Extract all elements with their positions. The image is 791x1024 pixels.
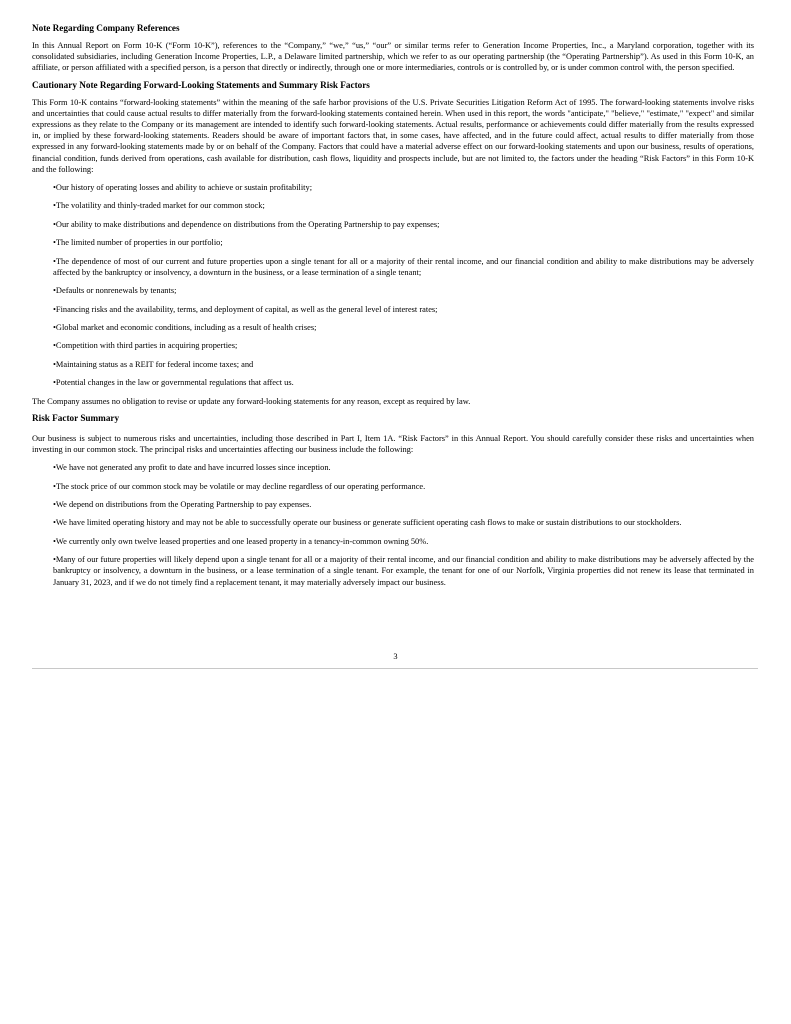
- list-item: •The limited number of properties in our portfolio;: [53, 238, 223, 248]
- document-page: [32, 22, 754, 595]
- list-item: •Competition with third parties in acquiring properties;: [53, 341, 238, 351]
- section-heading-forward-looking: Cautionary Note Regarding Forward-Looking Statements and Summary Risk Factors: [32, 79, 370, 90]
- list-item: •Maintaining status as a REIT for federal income taxes; and: [53, 359, 254, 369]
- list-item: •Global market and economic conditions, including as a result of health crises;: [53, 322, 317, 332]
- risk-summary-list: [32, 462, 754, 588]
- list-item: •Many of our future properties will likely depend upon a single tenant for all or a majority of their rental income, and our financial condition and ability to make distributions may be adversely affected by the bankruptcy or insolvency, a downturn in the business, or a lease termination of a single tenant. For example, the tenant for one of our Norfolk, Virginia properties did not renew its lease that terminated in January 31, 2023, and if we do not timely find a replacement tenant, it may materially adversely impact our business.: [53, 555, 754, 587]
- list-item: •The stock price of our common stock may be volatile or may decline regardless of our operating performance.: [53, 481, 426, 491]
- list-item: •The volatility and thinly-traded market for our common stock;: [53, 201, 265, 211]
- list-item: •Defaults or nonrenewals by tenants;: [53, 286, 177, 296]
- list-item: •Potential changes in the law or governmental regulations that affect us.: [53, 378, 294, 388]
- forward-looking-closing: The Company assumes no obligation to revise or update any forward-looking statements for any reason, except as required by law.: [32, 396, 471, 406]
- list-item: •Our history of operating losses and ability to achieve or sustain profitability;: [53, 183, 313, 193]
- list-item: •We depend on distributions from the Operating Partnership to pay expenses.: [53, 499, 312, 509]
- list-item: •Our ability to make distributions and dependence on distributions from the Operating Partnership to pay expenses;: [53, 219, 440, 229]
- forward-looking-paragraph: This Form 10-K contains “forward-looking statements” within the meaning of the safe harbor provisions of the U.S. Private Securities Litigation Reform Act of 1995. The forward-looking statements involve risks and uncertainties that could cause actual results to differ materially from the forward-looking statements contained herein. When used in this report, the words "anticipate," "believe," "estimate," "expect" and similar expressions as they relate to the Company or its management are intended to identify such forward-looking statements. Actual results, performance or achievements could differ materially from the results expressed in, or implied by these forward-looking statements. Readers should be aware of important factors that, in some cases, have affected, and in the future could affect, actual results to differ materially from those expressed in any forward-looking statements made by or on behalf of the Company. Factors that could have a material adverse effect on our forward-looking statements and upon our business, results of operations, financial condition, funds derived from operations, cash available for distribution, cash flows, liquidity and prospects include, but are not limited to, the factors under the heading “Risk Factors” in this Form 10-K and the following:: [32, 97, 754, 174]
- list-item: •We currently only own twelve leased properties and one leased property in a tenancy-in-common owning 50%.: [53, 536, 429, 546]
- risk-summary-paragraph: Our business is subject to numerous risks and uncertainties, including those described in Part I, Item 1A. “Risk Factors” in this Annual Report. You should carefully consider these risks and uncertainties when investing in our common stock. The principal risks and uncertainties affecting our business include the following:: [32, 433, 754, 454]
- list-item: •The dependence of most of our current and future properties upon a single tenant for all or a majority of their rental income, and our financial condition and ability to make distributions may be adversely affected by the bankruptcy or insolvency, a downturn in the business, or a lease termination of a single tenant;: [53, 256, 754, 277]
- list-item: •We have not generated any profit to date and have incurred losses since inception.: [53, 463, 331, 473]
- page-number: 3: [393, 652, 398, 661]
- list-item: •We have limited operating history and may not be able to successfully operate our business or generate sufficient operating cash flows to make or sustain distributions to our stockholders.: [53, 518, 682, 528]
- forward-looking-factor-list: [32, 182, 754, 388]
- section-heading-company-references: Note Regarding Company References: [32, 23, 180, 33]
- section-heading-risk-factor-summary: Risk Factor Summary: [32, 412, 120, 423]
- list-item: •Financing risks and the availability, terms, and deployment of capital, as well as the general level of interest rates;: [53, 304, 438, 314]
- company-references-paragraph: In this Annual Report on Form 10-K (“Form 10-K”), references to the “Company,” “we,” “us,” “our” or similar terms refer to Generation Income Properties, Inc., a Maryland corporation, together with its consolidated subsidiaries, including Generation Income Properties, L.P., a Delaware limited partnership, which we refer to as our operating partnership (the “Operating Partnership”). As used in this Form 10-K, an affiliate, or person affiliated with a specified person, is a person that directly or indirectly, through one or more intermediaries, controls or is controlled by, or is under common control with, the person specified.: [32, 41, 754, 73]
- page-divider: [32, 668, 758, 669]
